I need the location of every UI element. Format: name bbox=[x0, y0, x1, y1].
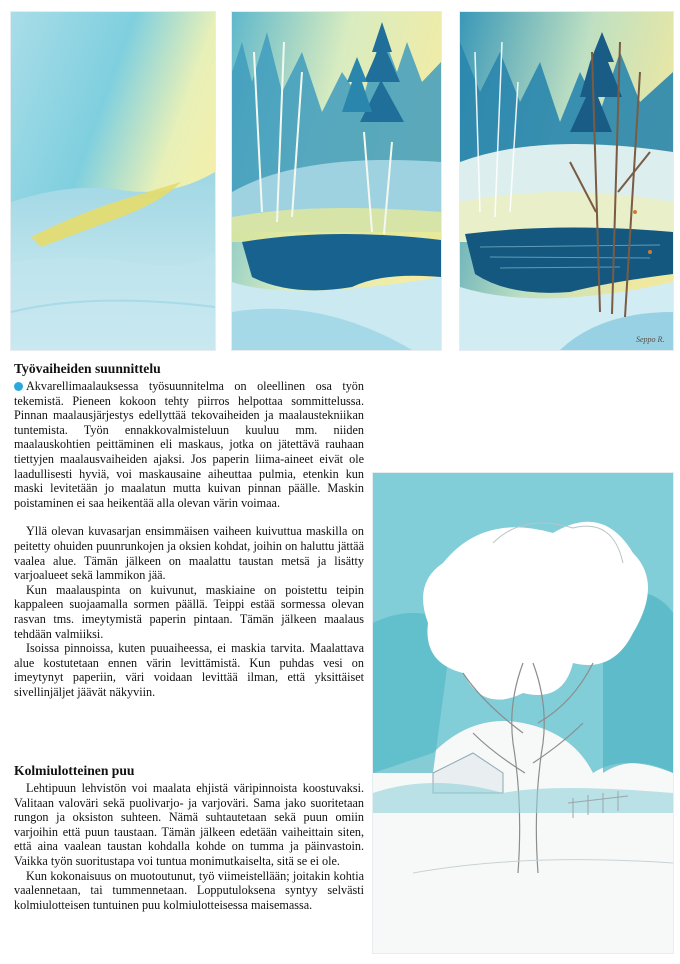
paragraph: Kun maalauspinta on kuivunut, maskiaine on poistettu teipin kappaleen suojaamalla sormen päällä. Teippi estää sormessa olevan rasvan tms. imeytymistä paperin pintaan. Tämän jälkeen maalaus tehdään valmiiksi. bbox=[14, 582, 364, 641]
paragraph: Lehtipuun lehvistön voi maalata ehjistä väripinnoista koostuvaksi. Valitaan valoväri sekä puolivarjo- ja varjoväri. Sama jako suoritetaan rungon ja oksiston suhteen. Nämä suhtautetaan sekä puun omiin varjoihin että puun taustaan. Tämän jälkeen edetään vaiheittain siten, että aina vaalean taustan kohdalla kohde on tumma ja päinvastoin. Vaikka työn suoritustapa voi tuntua monimutkaiselta, sitä se ei ole. bbox=[14, 781, 364, 868]
paragraph: Kun kokonaisuus on muotoutunut, työ viimeistellään; joitakin kohtia vaalennetaan, tai tummennetaan. Lopputuloksena syntyy selvästi kolmiulotteisen tuntuinen puu kolmiulotteisessa maisemassa. bbox=[14, 868, 364, 912]
painting-stage-1 bbox=[10, 11, 216, 351]
paragraph: Isoissa pinnoissa, kuten puuaiheessa, ei maskia tarvita. Maalattava alue kostutetaan ennen värin levittämistä. Kun puhdas vesi on imeytynyt paperiin, väri voidaan levittää ilman, että yksittäiset sivellinjäljet jäävät näkyviin. bbox=[14, 641, 364, 699]
bullet-icon bbox=[14, 382, 23, 391]
painting-stage-3 bbox=[459, 11, 674, 351]
painting-tree-sketch bbox=[372, 472, 674, 954]
section-heading-3d-tree: Kolmiulotteinen puu bbox=[14, 763, 135, 778]
painting-stage-2 bbox=[231, 11, 442, 351]
section-3d-tree bbox=[14, 763, 364, 912]
paragraph: Akvarellimaalauksessa työsuunnitelma on oleellinen osa työn tekemistä. Pieneen kokoon tehty piirros helpottaa sommittelussa. Pinnan maalausjärjestys edellyttää tekovaiheiden ja maalaustekniikan tuntemista. Työn ennakkovalmisteluun kuuluu mm. niiden maalauskohtien peittäminen eli maskaus, jotka on jätettävä rauhaan tiettyjen maalausvaiheiden ajaksi. Jos paperin liima-aineet eivät ole laadullisesti hyviä, voi maskausaine aiheuttaa pulmia, etenkin kun maski levitetään jo maalatun mutta kuivan pinnan päälle. Maskin poistaminen ei saa heikentää alla olevan värin voimaa. bbox=[14, 379, 364, 510]
section-planning bbox=[14, 361, 364, 699]
artist-signature: Seppo R. bbox=[636, 335, 665, 344]
paragraph: Yllä olevan kuvasarjan ensimmäisen vaiheen kuivuttua maskilla on peitetty ohuiden puunrunkojen ja oksien kohdat, joihin on haluttu jättää vaalea alue. Tämän jälkeen on maalattu taustan metsä ja lisätty varjoalueet sekä lammikon jää. bbox=[14, 524, 364, 583]
section-heading-planning: Työvaiheiden suunnittelu bbox=[14, 361, 161, 376]
